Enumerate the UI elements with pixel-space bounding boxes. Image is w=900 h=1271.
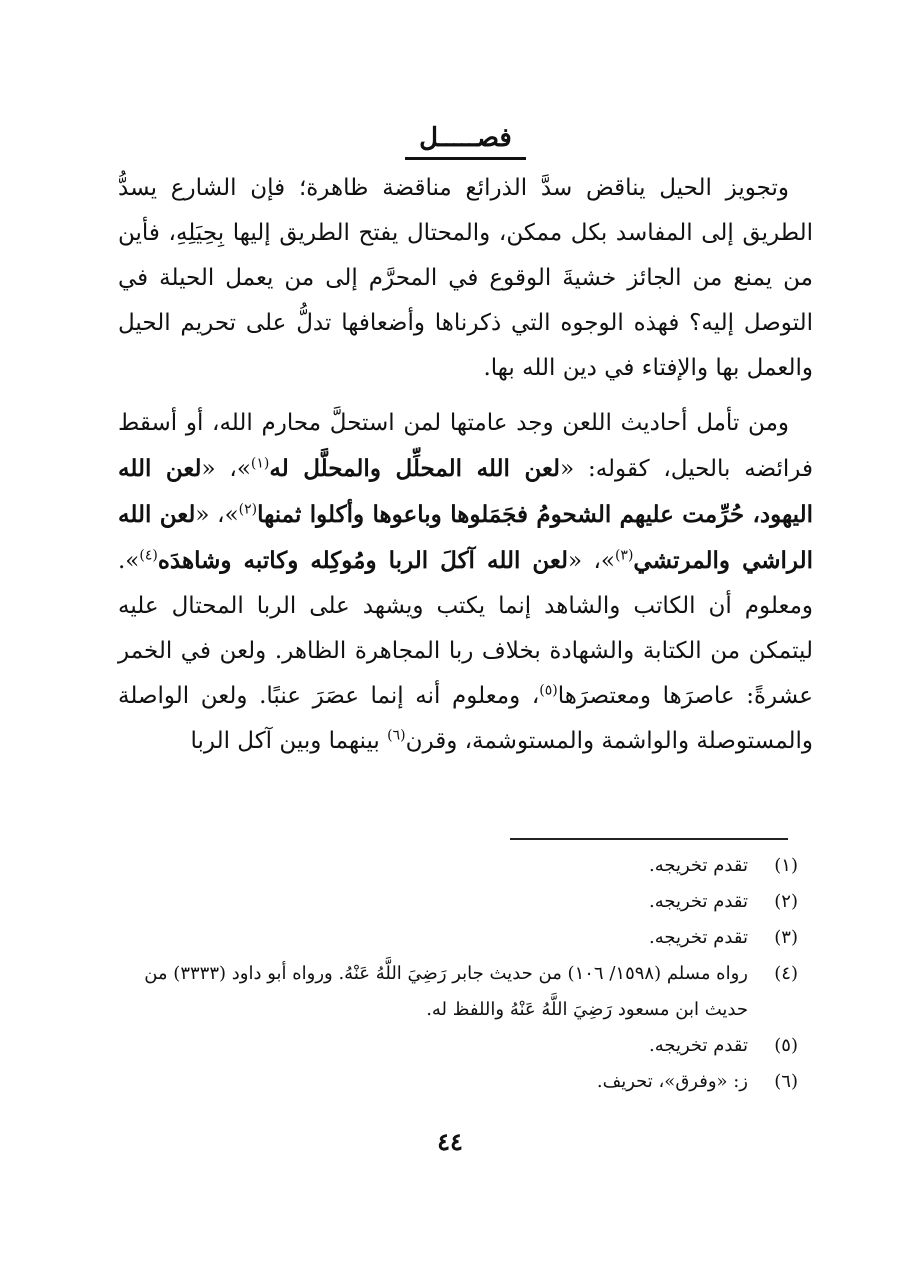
footnote-separator — [510, 838, 788, 840]
footnote-number: (٥) — [774, 1035, 798, 1056]
p2-text-2: »، « — [201, 456, 251, 482]
section-heading — [118, 118, 813, 160]
footnote-text: تقدم تخريجه. — [649, 855, 748, 876]
footnote-number: (١) — [774, 855, 798, 876]
p2-text-7: بينهما وبين آكل الربا — [190, 728, 388, 754]
footnote-ref-5[interactable]: (٥) — [539, 682, 558, 699]
section-heading-text: فصـــــل — [405, 121, 526, 160]
p2-text-5: ». ومعلوم أن الكاتب والشاهد إنما يكتب ويشهد على الربا المحتال عليه ليتمكن من الكتابة والشهادة بخلاف ربا المجاهرة الظاهر. ولعن في الخمر عشرةً: عاصرَها ومعتصرَها — [118, 548, 813, 709]
footnote-text: تقدم تخريجه. — [649, 927, 748, 948]
p2-text-1: ومن تأمل أحاديث اللعن وجد عامتها لمن استحلَّ محارم الله، أو أسقط فرائضه بالحيل، كقوله: « — [118, 410, 813, 482]
paragraph-2 — [118, 401, 813, 764]
footnote-item — [118, 848, 798, 884]
paragraph-1: وتجويز الحيل يناقض سدَّ الذرائع مناقضة ظاهرة؛ فإن الشارع يسدُّ الطريق إلى المفاسد بكل ممكن، والمحتال يفتح الطريق إليها بِحِيَلِهِ، فأين من يمنع من الجائز خشيةَ الوقوع في المحرَّم إلى من يعمل الحيلة في التوصل إليه؟ فهذه الوجوه التي ذكرناها وأضعافها تدلُّ على تحريم الحيل والعمل بها والإفتاء في دين الله بها. — [118, 175, 813, 381]
p2-text-4: »، « — [568, 548, 615, 574]
footnotes-list — [118, 848, 798, 1100]
footnote-ref-2[interactable]: (٢) — [238, 501, 258, 518]
footnote-item — [118, 1064, 798, 1100]
page-body — [118, 118, 813, 764]
footnote-number: (٦) — [774, 1071, 798, 1092]
footnote-ref-4[interactable]: (٤) — [139, 547, 158, 564]
footnote-number: (٢) — [774, 891, 798, 912]
footnote-item — [118, 1028, 798, 1064]
page-number: ٤٤ — [437, 1127, 463, 1156]
footnote-ref-3[interactable]: (٣) — [614, 547, 634, 564]
footnote-number: (٤) — [774, 963, 798, 984]
footnote-text: ز: «وفرق»، تحريف. — [596, 1071, 748, 1092]
hadith-quote-2: لعن الله اليهود، حُرِّمت عليهم الشحومُ فجَمَلوها وباعوها وأكلوا ثمنها — [118, 455, 813, 528]
p2-text-3: »، « — [195, 502, 239, 528]
footnote-number: (٣) — [774, 927, 798, 948]
hadith-quote-3: لعن الله الراشي والمرتشي — [118, 501, 813, 574]
hadith-quote-1: لعن الله المحلِّل والمحلَّل له — [269, 455, 561, 482]
footnote-item — [118, 884, 798, 920]
footnote-ref-6[interactable]: (٦) — [387, 727, 406, 744]
footnote-item — [118, 920, 798, 956]
p2-text-6: ، ومعلوم أنه إنما عصَرَ عنبًا. ولعن الواصلة والمستوصلة والواشمة والمستوشمة، وقرن — [118, 683, 813, 754]
footnote-text: رواه مسلم (١٥٩٨/ ١٠٦) من حديث جابر رَضِيَ اللَّهُ عَنْهُ. ورواه أبو داود (٣٣٣٣) من حديث ابن مسعود رَضِيَ اللَّهُ عَنْهُ واللفظ له. — [144, 963, 748, 1020]
footnote-text: تقدم تخريجه. — [649, 891, 748, 912]
footnote-item — [118, 956, 798, 1028]
footnote-text: تقدم تخريجه. — [649, 1035, 748, 1056]
footnote-ref-1[interactable]: (١) — [250, 455, 270, 472]
hadith-quote-4: لعن الله آكلَ الربا ومُوكِله وكاتبه وشاهدَه — [157, 547, 569, 574]
